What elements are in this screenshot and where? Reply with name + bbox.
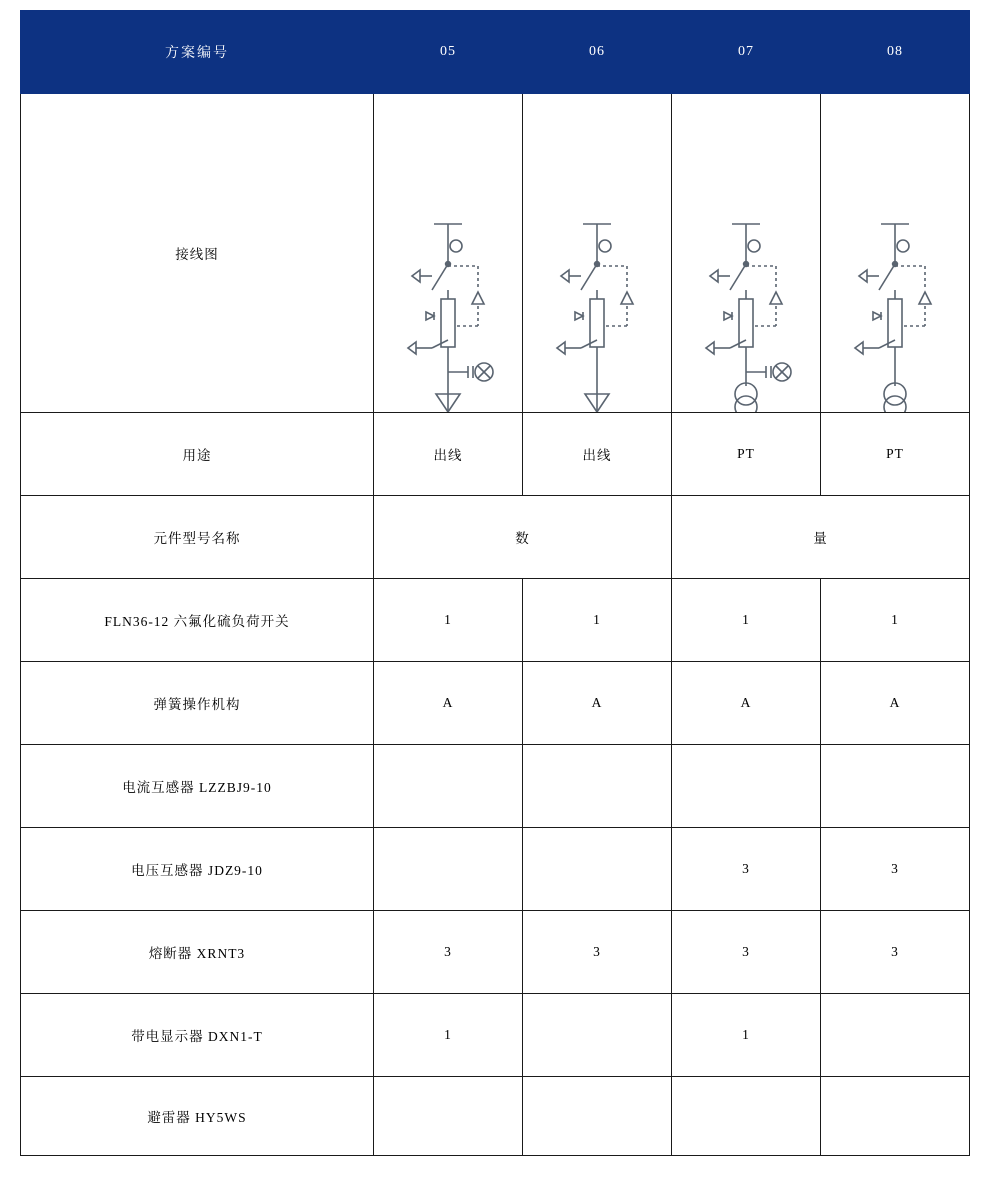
qty-current-transformer-06 <box>523 745 672 828</box>
qty-voltage-transformer-05 <box>374 828 523 911</box>
scheme-number-07: 07 <box>672 11 821 94</box>
usage-05: 出线 <box>374 413 523 496</box>
qty-load-switch-07: 1 <box>672 579 821 662</box>
component-row-arrester <box>21 1077 970 1156</box>
component-row-spring-mechanism <box>21 662 970 745</box>
row-label-usage: 用途 <box>21 413 374 496</box>
component-row-fuse <box>21 911 970 994</box>
qty-live-display-06 <box>523 994 672 1077</box>
row-label-current-transformer: 电流互感器 LZZBJ9-10 <box>21 745 374 828</box>
schematic-svg <box>672 94 821 412</box>
quantity-word-1: 数 <box>374 496 672 579</box>
diagram-outgoing-b <box>523 94 672 412</box>
qty-arrester-05 <box>374 1077 523 1156</box>
row-label-spring-mechanism: 弹簧操作机构 <box>21 662 374 745</box>
scheme-number-08: 08 <box>821 11 970 94</box>
wiring-diagram-cell-05 <box>374 94 523 413</box>
qty-spring-mechanism-08: A <box>821 662 970 745</box>
table-header-row <box>21 11 970 94</box>
qty-live-display-05: 1 <box>374 994 523 1077</box>
schematic-svg <box>821 94 970 412</box>
header-label: 方案编号 <box>21 11 374 94</box>
qty-load-switch-06: 1 <box>523 579 672 662</box>
wiring-diagram-cell-07 <box>672 94 821 413</box>
quantity-header-row <box>21 496 970 579</box>
row-label-component-model: 元件型号名称 <box>21 496 374 579</box>
component-row-voltage-transformer <box>21 828 970 911</box>
qty-voltage-transformer-06 <box>523 828 672 911</box>
qty-live-display-07: 1 <box>672 994 821 1077</box>
schematic-svg <box>523 94 672 412</box>
component-row-live-display <box>21 994 970 1077</box>
row-label-voltage-transformer: 电压互感器 JDZ9-10 <box>21 828 374 911</box>
qty-arrester-06 <box>523 1077 672 1156</box>
row-label-fuse: 熔断器 XRNT3 <box>21 911 374 994</box>
qty-voltage-transformer-07: 3 <box>672 828 821 911</box>
qty-arrester-08 <box>821 1077 970 1156</box>
usage-08: PT <box>821 413 970 496</box>
qty-load-switch-05: 1 <box>374 579 523 662</box>
diagram-pt-b <box>821 94 970 412</box>
wiring-diagram-row <box>21 94 970 413</box>
diagram-pt-a <box>672 94 821 412</box>
switchgear-scheme-table <box>20 10 970 1156</box>
wiring-diagram-cell-06 <box>523 94 672 413</box>
row-label-load-switch: FLN36-12 六氟化硫负荷开关 <box>21 579 374 662</box>
qty-voltage-transformer-08: 3 <box>821 828 970 911</box>
qty-fuse-06: 3 <box>523 911 672 994</box>
qty-spring-mechanism-05: A <box>374 662 523 745</box>
qty-fuse-07: 3 <box>672 911 821 994</box>
wiring-diagram-cell-08 <box>821 94 970 413</box>
qty-live-display-08 <box>821 994 970 1077</box>
scheme-table-sheet <box>0 10 990 1180</box>
row-label-wiring-diagram: 接线图 <box>21 94 374 413</box>
qty-current-transformer-07 <box>672 745 821 828</box>
usage-row <box>21 413 970 496</box>
row-label-live-display: 带电显示器 DXN1-T <box>21 994 374 1077</box>
qty-current-transformer-05 <box>374 745 523 828</box>
scheme-number-06: 06 <box>523 11 672 94</box>
component-row-current-transformer <box>21 745 970 828</box>
qty-fuse-08: 3 <box>821 911 970 994</box>
diagram-outgoing-a <box>374 94 523 412</box>
row-label-arrester: 避雷器 HY5WS <box>21 1077 374 1156</box>
qty-fuse-05: 3 <box>374 911 523 994</box>
quantity-word-2: 量 <box>672 496 970 579</box>
qty-arrester-07 <box>672 1077 821 1156</box>
qty-spring-mechanism-06: A <box>523 662 672 745</box>
qty-current-transformer-08 <box>821 745 970 828</box>
qty-spring-mechanism-07: A <box>672 662 821 745</box>
usage-07: PT <box>672 413 821 496</box>
component-row-load-switch <box>21 579 970 662</box>
schematic-svg <box>374 94 523 412</box>
usage-06: 出线 <box>523 413 672 496</box>
scheme-number-05: 05 <box>374 11 523 94</box>
qty-load-switch-08: 1 <box>821 579 970 662</box>
